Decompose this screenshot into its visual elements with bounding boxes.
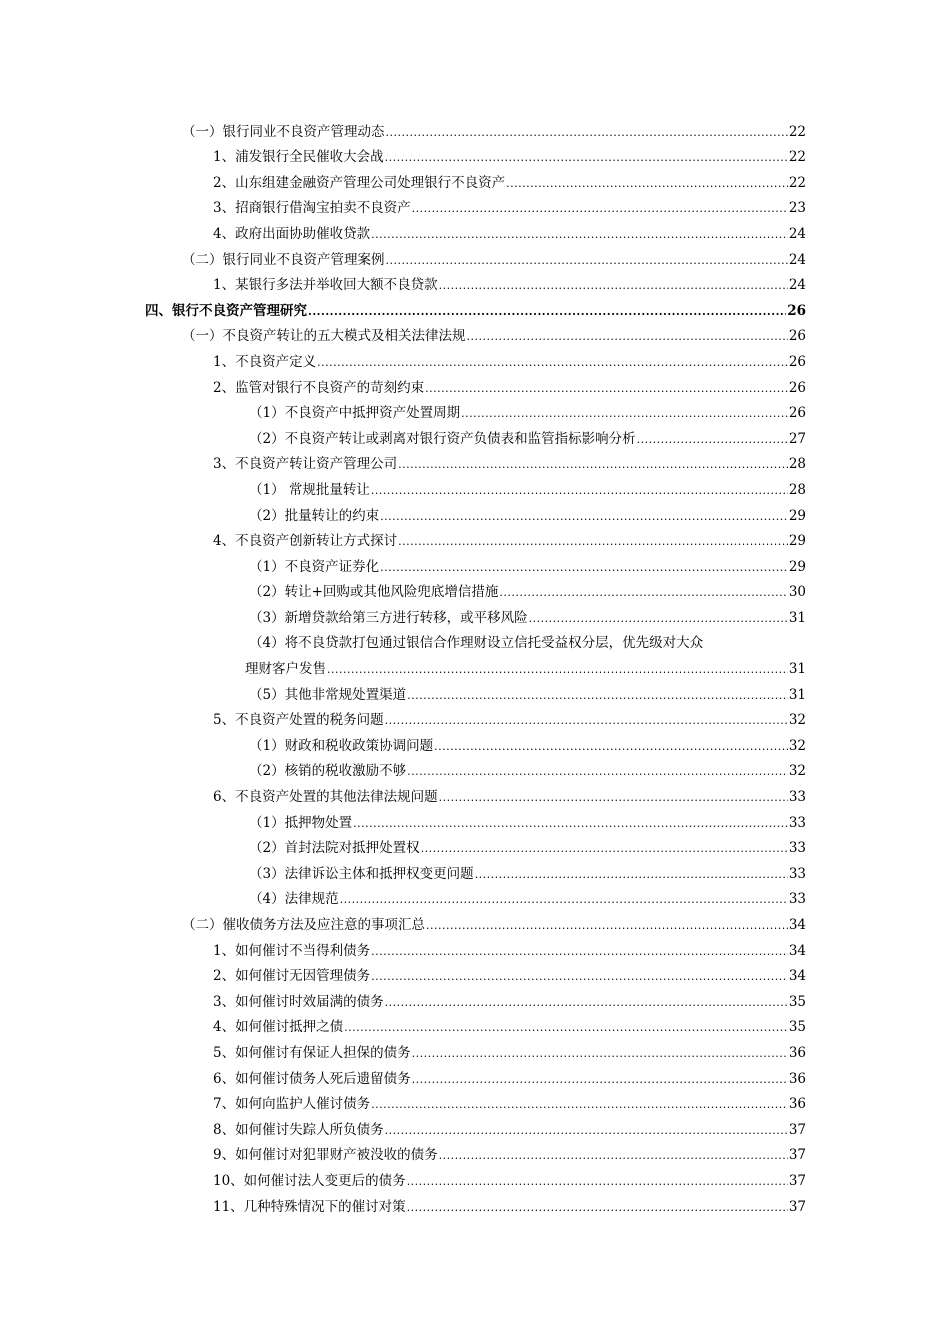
- dot-leader: [407, 689, 788, 703]
- toc-entry-title: （2）转让+回购或其他风险兜底增信措施: [249, 584, 499, 601]
- toc-entry[interactable]: [0, 831, 950, 857]
- toc-entry-page-number: 31: [788, 609, 806, 626]
- toc-entry-title: （一）银行同业不良资产管理动态: [182, 123, 385, 140]
- toc-entry-title: 1、不良资产定义: [213, 353, 317, 370]
- toc-entry-page-number: 23: [788, 200, 806, 217]
- toc-entry[interactable]: [0, 498, 950, 524]
- dot-leader: [425, 382, 788, 396]
- table-of-contents: [0, 114, 950, 1215]
- toc-entry-page-number: 34: [788, 942, 806, 959]
- toc-entry-title: （4）将不良贷款打包通过银信合作理财设立信托受益权分层，优先级对大众: [249, 635, 704, 652]
- dot-leader: [371, 228, 788, 242]
- toc-entry[interactable]: [0, 472, 950, 498]
- toc-entry-title: （1） 常规批量转让: [249, 481, 370, 498]
- toc-entry-page-number: 33: [788, 891, 806, 908]
- dot-leader: [412, 1047, 788, 1061]
- toc-entry[interactable]: [0, 549, 950, 575]
- toc-entry[interactable]: [0, 907, 950, 933]
- toc-entry-title: （1）不良资产中抵押资产处置周期: [249, 405, 461, 422]
- toc-entry-title: 1、如何催讨不当得利债务: [213, 942, 371, 959]
- toc-entry[interactable]: [0, 984, 950, 1010]
- toc-entry-page-number: 31: [788, 686, 806, 703]
- dot-leader: [461, 407, 788, 421]
- toc-entry-page-number: 35: [788, 993, 806, 1010]
- toc-entry[interactable]: [0, 140, 950, 166]
- toc-entry[interactable]: [0, 959, 950, 985]
- toc-entry[interactable]: [0, 626, 950, 677]
- toc-entry-title: 3、不良资产转让资产管理公司: [213, 456, 398, 473]
- toc-entry-page-number: 22: [788, 123, 806, 140]
- toc-entry-page-number: 32: [788, 737, 806, 754]
- dot-leader: [386, 254, 788, 268]
- dot-leader: [407, 765, 788, 779]
- toc-entry-title: （5）其他非常规处置渠道: [249, 686, 407, 703]
- toc-entry-title: 4、不良资产创新转让方式探讨: [213, 533, 398, 550]
- toc-entry-page-number: 29: [788, 533, 806, 550]
- toc-entry-page-number: 32: [788, 763, 806, 780]
- dot-leader: [434, 740, 788, 754]
- toc-entry[interactable]: [0, 1087, 950, 1113]
- toc-entry-page-number: 24: [788, 277, 806, 294]
- toc-entry[interactable]: [0, 396, 950, 422]
- toc-entry[interactable]: [0, 1010, 950, 1036]
- toc-entry-title: （二）银行同业不良资产管理案例: [182, 251, 385, 268]
- toc-entry[interactable]: [0, 293, 950, 319]
- dot-leader: [529, 612, 788, 626]
- toc-entry-page-number: 24: [788, 251, 806, 268]
- toc-entry[interactable]: [0, 1061, 950, 1087]
- toc-entry-page-number: 29: [788, 507, 806, 524]
- dot-leader: [499, 586, 787, 600]
- toc-entry[interactable]: [0, 1163, 950, 1189]
- toc-entry-title: 四、银行不良资产管理研究: [145, 302, 307, 319]
- toc-entry[interactable]: [0, 600, 950, 626]
- toc-entry-page-number: 26: [788, 353, 806, 370]
- dot-leader: [385, 151, 788, 165]
- toc-entry-title: （2）核销的税收激励不够: [249, 763, 407, 780]
- toc-entry-page-number: 34: [788, 968, 806, 985]
- toc-entry[interactable]: [0, 165, 950, 191]
- toc-entry-page-number: 36: [788, 1070, 806, 1087]
- dot-leader: [385, 1124, 788, 1138]
- toc-entry-title: 6、不良资产处置的其他法律法规问题: [213, 789, 438, 806]
- toc-entry-title: （1）抵押物处置: [249, 814, 353, 831]
- toc-entry-title: 6、如何催讨债务人死后遗留债务: [213, 1070, 411, 1087]
- toc-entry[interactable]: [0, 856, 950, 882]
- toc-entry[interactable]: [0, 370, 950, 396]
- dot-leader: [371, 970, 788, 984]
- toc-entry-page-number: 32: [788, 712, 806, 729]
- toc-entry-page-number: 37: [788, 1172, 806, 1189]
- toc-entry-page-number: 37: [788, 1147, 806, 1164]
- toc-entry-title: 2、山东组建金融资产管理公司处理银行不良资产: [213, 174, 506, 191]
- toc-entry-title: （2）首封法院对抵押处置权: [249, 840, 420, 857]
- toc-entry-page-number: 33: [788, 789, 806, 806]
- toc-entry-page-number: 26: [787, 302, 806, 319]
- toc-entry-title: （2）不良资产转让或剥离对银行资产负债表和监管指标影响分析: [249, 430, 636, 447]
- toc-entry[interactable]: [0, 933, 950, 959]
- toc-entry-page-number: 30: [788, 584, 806, 601]
- toc-entry-title: （二）催收债务方法及应注意的事项汇总: [182, 917, 425, 933]
- toc-entry[interactable]: [0, 677, 950, 703]
- toc-entry[interactable]: [0, 191, 950, 217]
- dot-leader: [407, 1175, 788, 1189]
- dot-leader: [421, 842, 788, 856]
- toc-entry[interactable]: [0, 268, 950, 294]
- toc-entry-page-number: 37: [788, 1121, 806, 1138]
- toc-entry-title: 9、如何催讨对犯罪财产被没收的债务: [213, 1147, 438, 1164]
- toc-entry[interactable]: [0, 1035, 950, 1061]
- toc-entry-page-number: 31: [788, 661, 806, 678]
- toc-entry-title: 1、浦发银行全民催收大会战: [213, 149, 384, 166]
- toc-entry-page-number: 34: [788, 917, 806, 933]
- toc-entry-page-number: 29: [788, 558, 806, 575]
- toc-entry-title: 2、如何催讨无因管理债务: [213, 968, 371, 985]
- toc-entry-title: 4、如何催讨抵押之债: [213, 1019, 344, 1036]
- dot-leader: [380, 561, 788, 575]
- dot-leader: [340, 893, 788, 907]
- toc-entry-page-number: 33: [788, 865, 806, 882]
- toc-entry[interactable]: [0, 575, 950, 601]
- toc-entry-title: 5、不良资产处置的税务问题: [213, 712, 384, 729]
- toc-entry-title: （一）不良资产转让的五大模式及相关法律法规: [182, 328, 466, 345]
- dot-leader: [439, 1149, 788, 1163]
- toc-entry-page-number: 24: [788, 225, 806, 242]
- toc-entry-page-number: 37: [788, 1198, 806, 1215]
- toc-entry-title: 3、如何催讨时效届满的债务: [213, 993, 384, 1010]
- dot-leader: [385, 714, 788, 728]
- dot-leader: [371, 945, 788, 959]
- toc-entry-title: （1）财政和税收政策协调问题: [249, 737, 434, 754]
- dot-leader: [506, 177, 788, 191]
- toc-entry-title: （2）批量转让的约束: [249, 507, 380, 524]
- toc-entry[interactable]: [0, 242, 950, 268]
- toc-entry-title: 7、如何向监护人催讨债务: [213, 1096, 371, 1113]
- dot-leader: [371, 484, 788, 498]
- toc-entry-title: （4）法律规范: [249, 891, 339, 908]
- toc-entry[interactable]: [0, 216, 950, 242]
- dot-leader: [398, 535, 788, 549]
- toc-entry-page-number: 35: [788, 1019, 806, 1036]
- toc-entry-title: 10、如何催讨法人变更后的债务: [213, 1172, 406, 1189]
- toc-entry-page-number: 22: [788, 149, 806, 166]
- toc-entry[interactable]: [0, 779, 950, 805]
- toc-entry-title: （1）不良资产证券化: [249, 558, 380, 575]
- toc-entry-title: （3）法律诉讼主体和抵押权变更问题: [249, 865, 474, 882]
- toc-entry[interactable]: [0, 805, 950, 831]
- dot-leader: [380, 510, 788, 524]
- dot-leader: [385, 996, 788, 1010]
- toc-entry-page-number: 26: [788, 328, 806, 345]
- dot-leader: [439, 279, 788, 293]
- dot-leader: [637, 433, 788, 447]
- dot-leader: [371, 1098, 788, 1112]
- toc-entry-page-number: 33: [788, 840, 806, 857]
- toc-entry[interactable]: [0, 1112, 950, 1138]
- dot-leader: [353, 817, 788, 831]
- dot-leader: [327, 663, 788, 677]
- dot-leader: [386, 126, 788, 140]
- dot-leader: [467, 330, 788, 344]
- toc-entry[interactable]: [0, 344, 950, 370]
- toc-entry-page-number: 36: [788, 1096, 806, 1113]
- toc-entry-title: 2、监管对银行不良资产的苛刻约束: [213, 379, 425, 396]
- dot-leader: [398, 458, 788, 472]
- toc-entry[interactable]: [0, 319, 950, 345]
- toc-entry-page-number: 28: [788, 456, 806, 473]
- toc-entry[interactable]: [0, 703, 950, 729]
- toc-entry-title-continued: 理财客户发售: [245, 661, 326, 678]
- toc-entry[interactable]: [0, 421, 950, 447]
- toc-entry[interactable]: [0, 1189, 950, 1215]
- toc-entry-title: 3、招商银行借淘宝拍卖不良资产: [213, 200, 411, 217]
- toc-entry-title: 1、某银行多法并举收回大额不良贷款: [213, 277, 438, 294]
- dot-leader: [344, 1021, 788, 1035]
- toc-entry-page-number: 26: [788, 405, 806, 422]
- toc-entry-page-number: 33: [788, 814, 806, 831]
- toc-entry[interactable]: [0, 524, 950, 550]
- dot-leader: [439, 791, 788, 805]
- dot-leader: [426, 919, 788, 933]
- dot-leader: [308, 305, 786, 319]
- toc-entry-title: 5、如何催讨有保证人担保的债务: [213, 1044, 411, 1061]
- dot-leader: [475, 868, 788, 882]
- dot-leader: [317, 356, 788, 370]
- toc-entry-title: （3）新增贷款给第三方进行转移，或平移风险: [249, 609, 528, 626]
- toc-entry[interactable]: [0, 728, 950, 754]
- toc-entry[interactable]: [0, 114, 950, 140]
- dot-leader: [412, 202, 788, 216]
- toc-entry-page-number: 36: [788, 1044, 806, 1061]
- toc-entry-title: 11、几种特殊情况下的催讨对策: [213, 1198, 406, 1215]
- toc-entry[interactable]: [0, 754, 950, 780]
- dot-leader: [407, 1201, 788, 1215]
- toc-entry[interactable]: [0, 882, 950, 908]
- toc-entry-page-number: 28: [788, 481, 806, 498]
- toc-entry[interactable]: [0, 1138, 950, 1164]
- toc-entry-title: 4、政府出面协助催收贷款: [213, 225, 371, 242]
- toc-entry[interactable]: [0, 447, 950, 473]
- toc-entry-title: 8、如何催讨失踪人所负债务: [213, 1121, 384, 1138]
- toc-entry-page-number: 22: [788, 174, 806, 191]
- toc-entry-page-number: 26: [788, 379, 806, 396]
- dot-leader: [412, 1073, 788, 1087]
- toc-entry-page-number: 27: [788, 430, 806, 447]
